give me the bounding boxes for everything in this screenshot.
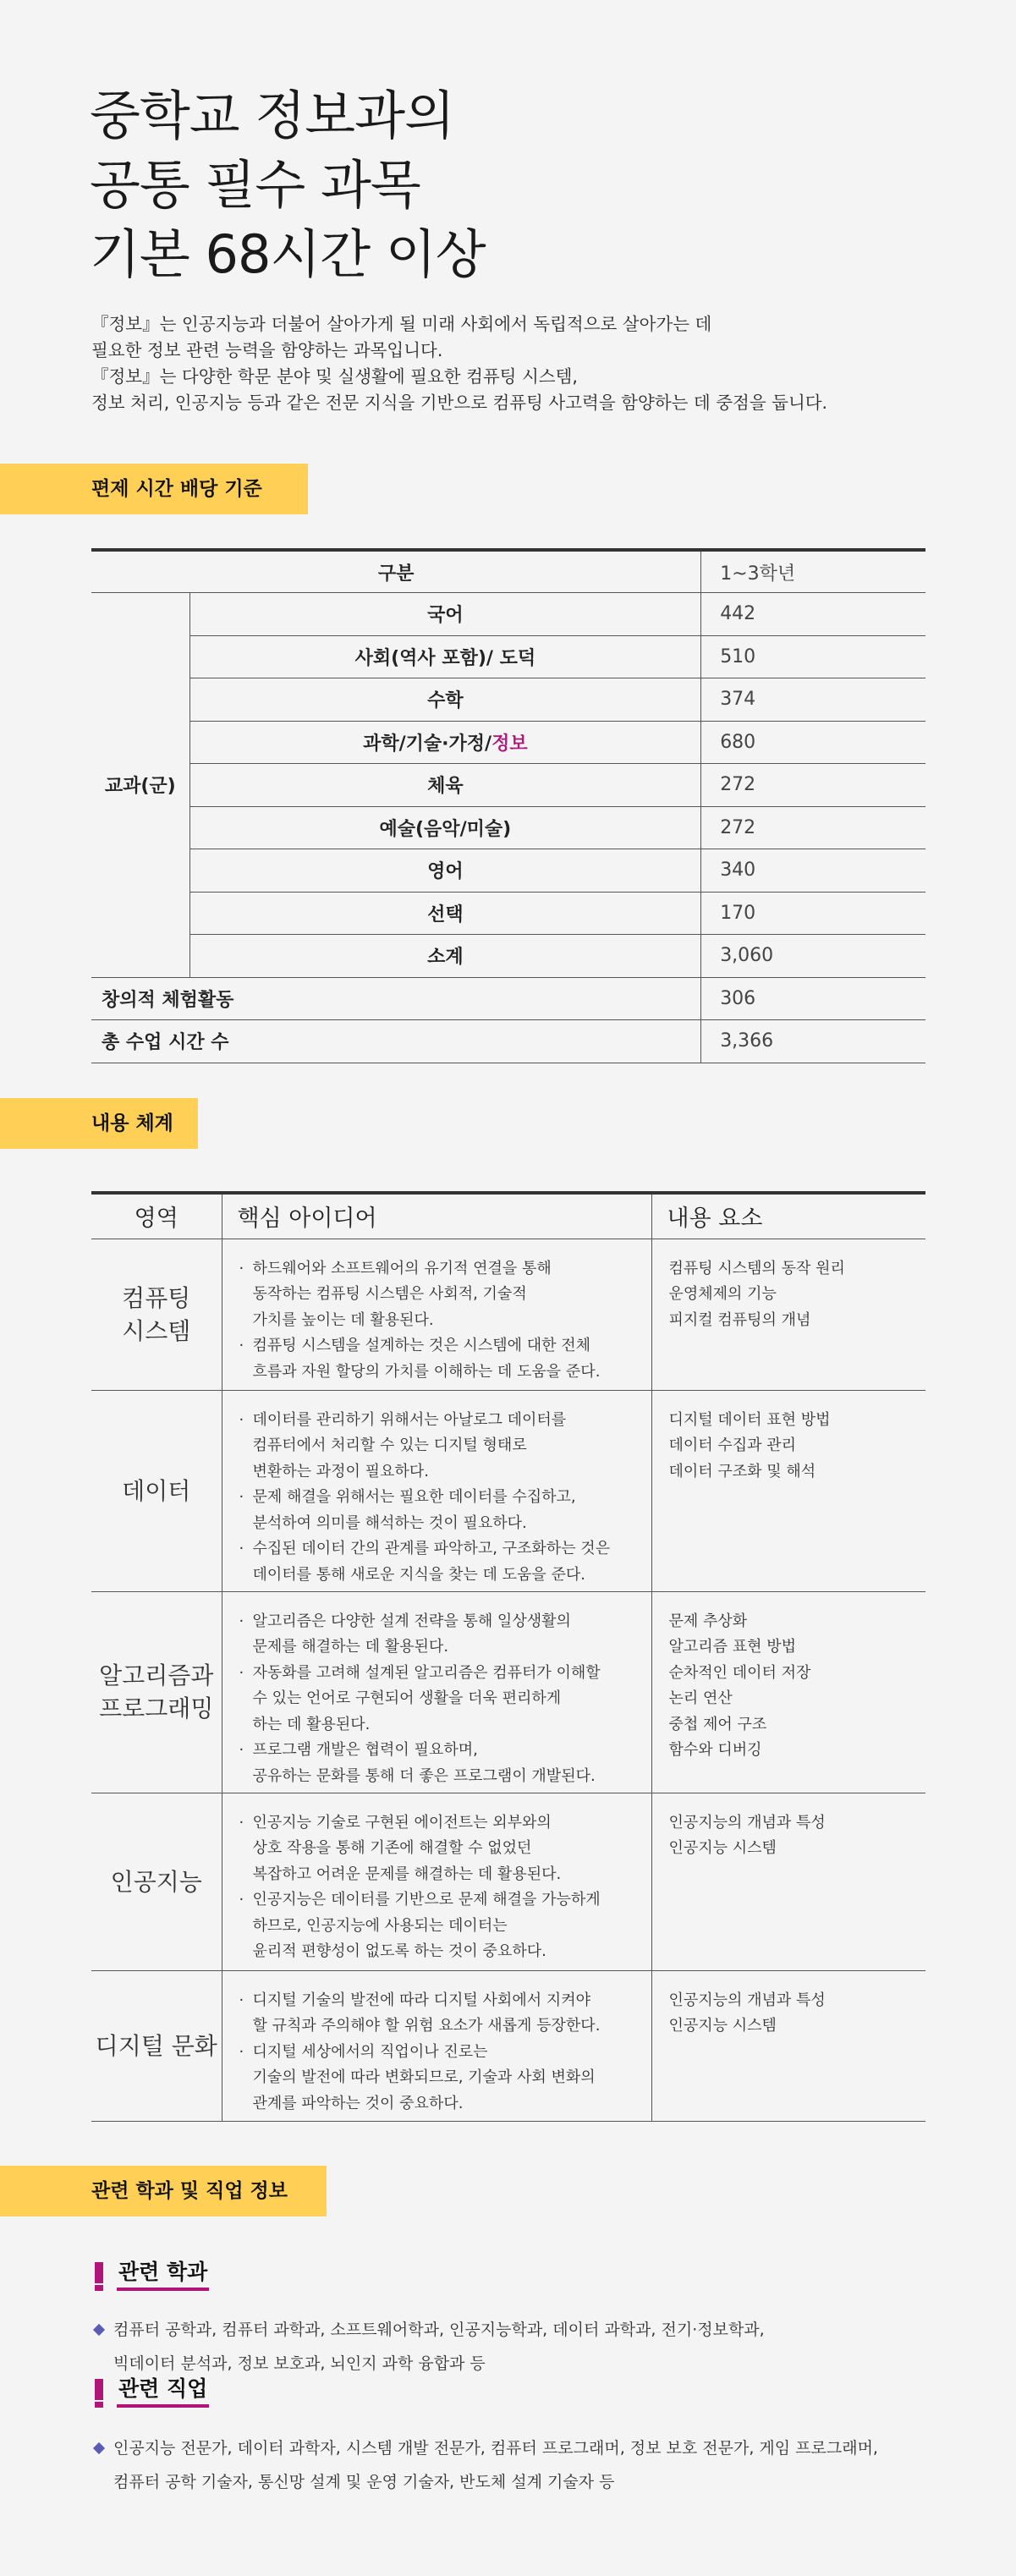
element-item: 논리 연산	[668, 1689, 733, 1707]
departments-heading	[95, 2257, 209, 2291]
elements-cell	[651, 1970, 925, 2121]
element-item: 피지컬 컴퓨팅의 개념	[668, 1310, 811, 1329]
jobs-title: 관련 직업	[117, 2374, 209, 2408]
content-table-body	[91, 1239, 925, 2121]
idea-line: 프로그램 개발은 협력이 필요하며,	[252, 1741, 478, 1759]
element-item: 인공지능의 개념과 특성	[668, 1813, 826, 1832]
area-cell	[91, 1390, 222, 1591]
departments-list	[91, 2313, 765, 2381]
table-row	[91, 849, 925, 893]
title-line: 중학교 정보과의	[90, 85, 454, 146]
idea-bullet: · 프로그램 개발은 협력이 필요하며, 공유하는 문화를 통해 더 좋은 프로그램이 개발된다.	[239, 1738, 643, 1789]
ideas-cell	[222, 1793, 651, 1970]
idea-line: 기술의 발전에 따라 변화되므로, 기술과 사회 변화의	[252, 2068, 596, 2086]
idea-bullet: · 디지털 기술의 발전에 따라 디지털 사회에서 지켜야 할 규칙과 주의해야 할 위험 요소가 새롭게 등장한다.	[239, 1988, 643, 2040]
table-row	[91, 593, 925, 636]
ideas-cell	[222, 1239, 651, 1390]
page-title	[90, 81, 486, 289]
intro-line: 필요한 정보 관련 능력을 함양하는 과목입니다.	[91, 340, 443, 360]
subject-name: 사회(역사 포함)/ 도덕	[189, 635, 701, 678]
element-item: 문제 추상화	[668, 1612, 748, 1630]
subject-name: 소계	[189, 935, 701, 978]
element-item: 인공지능의 개념과 특성	[668, 1991, 826, 2009]
section-label-related: 관련 학과 및 직업 정보	[0, 2166, 327, 2216]
header-ideas: 핵심 아이디어	[222, 1193, 651, 1239]
departments-line: 컴퓨터 공학과, 컴퓨터 과학과, 소프트웨어학과, 인공지능학과, 데이터 과학과, 전기·정보학과,	[113, 2321, 765, 2339]
ideas-cell	[222, 1970, 651, 2121]
area-cell	[91, 1793, 222, 1970]
idea-bullet: · 디지털 세상에서의 직업이나 진로는 기술의 발전에 따라 변화되므로, 기술과 사회 변화의 관계를 파악하는 것이 중요하다.	[239, 2040, 643, 2117]
elements-cell	[651, 1239, 925, 1390]
idea-line: 디지털 기술의 발전에 따라 디지털 사회에서 지켜야	[252, 1991, 590, 2009]
idea-bullet: · 인공지능은 데이터를 기반으로 문제 해결을 가능하게 하므로, 인공지능에 사용되는 데이터는 윤리적 편향성이 없도록 하는 것이 중요하다.	[239, 1887, 643, 1965]
diamond-bullet-icon	[93, 2441, 105, 2453]
elements-cell	[651, 1390, 925, 1591]
subject-name: 예술(음악/미술)	[189, 806, 701, 849]
header-grade: 1~3학년	[701, 550, 925, 593]
elements-cell	[651, 1591, 925, 1793]
subject-name: 선택	[189, 892, 701, 935]
table-row	[91, 1591, 925, 1793]
idea-line: 디지털 세상에서의 직업이나 진로는	[252, 2042, 488, 2061]
ideas-cell	[222, 1390, 651, 1591]
title-line: 기본 68시간 이상	[90, 223, 486, 285]
idea-line: 컴퓨팅 시스템을 설계하는 것은 시스템에 대한 전체	[252, 1337, 590, 1354]
table-row	[91, 935, 925, 978]
element-item: 중첩 제어 구조	[668, 1715, 767, 1733]
idea-bullet: · 수집된 데이터 간의 관계를 파악하고, 구조화하는 것은 데이터를 통해 새로운 지식을 찾는 데 도움을 준다.	[239, 1536, 643, 1588]
idea-bullet: · 알고리즘은 다양한 설계 전략을 통해 일상생활의 문제를 해결하는 데 활용된다.	[239, 1609, 643, 1661]
section-label-hours: 편제 시간 배당 기준	[0, 464, 308, 514]
idea-bullet: · 문제 해결을 위해서는 필요한 데이터를 수집하고, 분석하여 의미를 해석하는 것이 필요하다.	[239, 1485, 643, 1536]
diamond-bullet-icon	[93, 2323, 105, 2335]
header-area: 영역	[91, 1193, 222, 1239]
table-row	[91, 892, 925, 935]
idea-line: 하므로, 인공지능에 사용되는 데이터는	[252, 1916, 508, 1935]
content-table	[91, 1191, 925, 2122]
idea-line: 문제를 해결하는 데 활용된다.	[252, 1638, 449, 1656]
table-row	[91, 1793, 925, 1970]
table-row	[91, 678, 925, 722]
departments-line: 빅데이터 분석과, 정보 보호과, 뇌인지 과학 융합과 등	[113, 2354, 486, 2373]
area-label: 프로그래밍	[99, 1694, 214, 1722]
intro-text	[91, 311, 827, 416]
table-row	[91, 764, 925, 807]
element-item: 함수와 디버깅	[668, 1741, 762, 1759]
idea-line: 인공지능 기술로 구현된 에이전트는 외부와의	[252, 1813, 552, 1832]
element-item: 순차적인 데이터 저장	[668, 1663, 811, 1682]
elements-cell	[651, 1793, 925, 1970]
area-label: 데이터	[122, 1476, 191, 1505]
idea-line: 흐름과 자원 할당의 가치를 이해하는 데 도움을 준다.	[252, 1362, 601, 1381]
element-item: 데이터 구조화 및 해석	[668, 1462, 816, 1480]
area-label: 알고리즘과	[99, 1661, 214, 1689]
idea-line: 윤리적 편향성이 없도록 하는 것이 중요하다.	[252, 1942, 546, 1960]
table-row	[91, 1970, 925, 2121]
jobs-list	[91, 2431, 878, 2499]
element-item: 데이터 수집과 관리	[668, 1436, 797, 1454]
table-row	[91, 721, 925, 764]
area-label: 인공지능	[110, 1867, 202, 1896]
idea-bullet: · 자동화를 고려해 설계된 알고리즘은 컴퓨터가 이해할 수 있는 언어로 구현되어 생활을 더욱 편리하게 하는 데 활용된다.	[239, 1661, 643, 1738]
idea-line: 가치를 높이는 데 활용된다.	[252, 1310, 434, 1329]
group-label: 교과(군)	[91, 593, 189, 978]
table-header-row	[91, 1193, 925, 1239]
title-line: 공통 필수 과목	[90, 154, 420, 216]
idea-bullet: · 데이터를 관리하기 위해서는 아날로그 데이터를 컴퓨터에서 처리할 수 있는 디지털 형태로 변환하는 과정이 필요하다.	[239, 1408, 643, 1486]
area-label: 시스템	[122, 1316, 191, 1345]
subject-hours: 340	[701, 849, 925, 893]
subject-hours: 272	[701, 764, 925, 807]
idea-line: 컴퓨터에서 처리할 수 있는 디지털 형태로	[252, 1436, 527, 1454]
idea-line: 수집된 데이터 간의 관계를 파악하고, 구조화하는 것은	[252, 1540, 611, 1557]
ideas-cell	[222, 1591, 651, 1793]
element-item: 디지털 데이터 표현 방법	[668, 1410, 831, 1429]
extra-label: 총 수업 시간 수	[91, 1020, 701, 1063]
exclamation-icon	[95, 2262, 103, 2291]
subject-name: 국어	[189, 593, 701, 636]
subject-prefix: 과학/기술·가정/	[363, 733, 492, 755]
exclamation-icon	[95, 2379, 103, 2408]
table-row	[91, 635, 925, 678]
departments-title: 관련 학과	[117, 2257, 209, 2291]
area-label: 컴퓨팅	[122, 1283, 191, 1312]
subject-highlight: 정보	[492, 733, 528, 755]
idea-line: 상호 작용을 통해 기존에 해결할 수 없었던	[252, 1839, 532, 1857]
section-label-content: 내용 체계	[0, 1098, 198, 1149]
idea-line: 하드웨어와 소프트웨어의 유기적 연결을 통해	[252, 1259, 552, 1277]
subject-name: 체육	[189, 764, 701, 807]
element-item: 운영체제의 기능	[668, 1285, 777, 1303]
table-row	[91, 1020, 925, 1063]
subject-hours: 442	[701, 593, 925, 636]
jobs-line: 인공지능 전문가, 데이터 과학자, 시스템 개발 전문가, 컴퓨터 프로그래머, 정보 보호 전문가, 게임 프로그래머,	[113, 2439, 878, 2458]
hours-table	[91, 548, 925, 1063]
intro-line: 『정보』는 인공지능과 더불어 살아가게 될 미래 사회에서 독립적으로 살아가는 데	[91, 314, 712, 334]
idea-line: 복잡하고 어려운 문제를 해결하는 데 활용된다.	[252, 1865, 562, 1883]
idea-line: 데이터를 관리하기 위해서는 아날로그 데이터를	[252, 1410, 567, 1429]
idea-bullet: · 컴퓨팅 시스템을 설계하는 것은 시스템에 대한 전체 흐름과 자원 할당의 가치를 이해하는 데 도움을 준다.	[239, 1333, 643, 1385]
subject-hours: 170	[701, 892, 925, 935]
table-row	[91, 1239, 925, 1390]
subject-hours: 3,060	[701, 935, 925, 978]
table-row	[91, 977, 925, 1020]
subject-name: 수학	[189, 678, 701, 722]
idea-line: 수 있는 언어로 구현되어 생활을 더욱 편리하게	[252, 1689, 562, 1707]
jobs-line: 컴퓨터 공학 기술자, 통신망 설계 및 운영 기술자, 반도체 설계 기술자 등	[113, 2473, 615, 2491]
element-item: 인공지능 시스템	[668, 2017, 777, 2035]
intro-line: 『정보』는 다양한 학문 분야 및 실생활에 필요한 컴퓨팅 시스템,	[91, 366, 578, 387]
idea-line: 동작하는 컴퓨팅 시스템은 사회적, 기술적	[252, 1285, 527, 1303]
idea-line: 공유하는 문화를 통해 더 좋은 프로그램이 개발된다.	[252, 1766, 596, 1785]
area-label: 디지털 문화	[95, 2031, 217, 2060]
extra-label: 창의적 체험활동	[91, 977, 701, 1020]
area-cell	[91, 1970, 222, 2121]
idea-bullet: · 인공지능 기술로 구현된 에이전트는 외부와의 상호 작용을 통해 기존에 해결할 수 없었던 복잡하고 어려운 문제를 해결하는 데 활용된다.	[239, 1810, 643, 1888]
element-item: 알고리즘 표현 방법	[668, 1638, 797, 1656]
idea-line: 데이터를 통해 새로운 지식을 찾는 데 도움을 준다.	[252, 1565, 586, 1584]
table-row	[91, 1390, 925, 1591]
idea-line: 자동화를 고려해 설계된 알고리즘은 컴퓨터가 이해할	[252, 1663, 601, 1682]
table-header-row	[91, 550, 925, 593]
table-row	[91, 806, 925, 849]
idea-line: 분석하여 의미를 해석하는 것이 필요하다.	[252, 1513, 527, 1532]
idea-bullet: · 하드웨어와 소프트웨어의 유기적 연결을 통해 동작하는 컴퓨팅 시스템은 사회적, 기술적 가치를 높이는 데 활용된다.	[239, 1256, 643, 1334]
header-category: 구분	[91, 550, 701, 593]
area-cell	[91, 1239, 222, 1390]
extra-hours: 3,366	[701, 1020, 925, 1063]
header-elements: 내용 요소	[651, 1193, 925, 1239]
idea-line: 변환하는 과정이 필요하다.	[252, 1462, 429, 1480]
idea-line: 관계를 파악하는 것이 중요하다.	[252, 2094, 464, 2112]
extra-hours: 306	[701, 977, 925, 1020]
subject-hours: 374	[701, 678, 925, 722]
idea-line: 알고리즘은 다양한 설계 전략을 통해 일상생활의	[252, 1612, 571, 1630]
element-item: 인공지능 시스템	[668, 1839, 777, 1857]
idea-line: 하는 데 활용된다.	[252, 1715, 371, 1733]
subject-hours: 272	[701, 806, 925, 849]
subject-hours: 510	[701, 635, 925, 678]
idea-line: 할 규칙과 주의해야 할 위험 요소가 새롭게 등장한다.	[252, 2017, 601, 2035]
idea-line: 문제 해결을 위해서는 필요한 데이터를 수집하고,	[252, 1488, 576, 1506]
subject-name: 영어	[189, 849, 701, 893]
subject-hours: 680	[701, 721, 925, 764]
area-cell	[91, 1591, 222, 1793]
subject-name	[189, 721, 701, 764]
idea-line: 인공지능은 데이터를 기반으로 문제 해결을 가능하게	[252, 1891, 601, 1909]
jobs-heading	[95, 2374, 209, 2408]
intro-line: 정보 처리, 인공지능 등과 같은 전문 지식을 기반으로 컴퓨팅 사고력을 함양하는 데 중점을 둡니다.	[91, 393, 828, 413]
element-item: 컴퓨팅 시스템의 동작 원리	[668, 1259, 845, 1277]
